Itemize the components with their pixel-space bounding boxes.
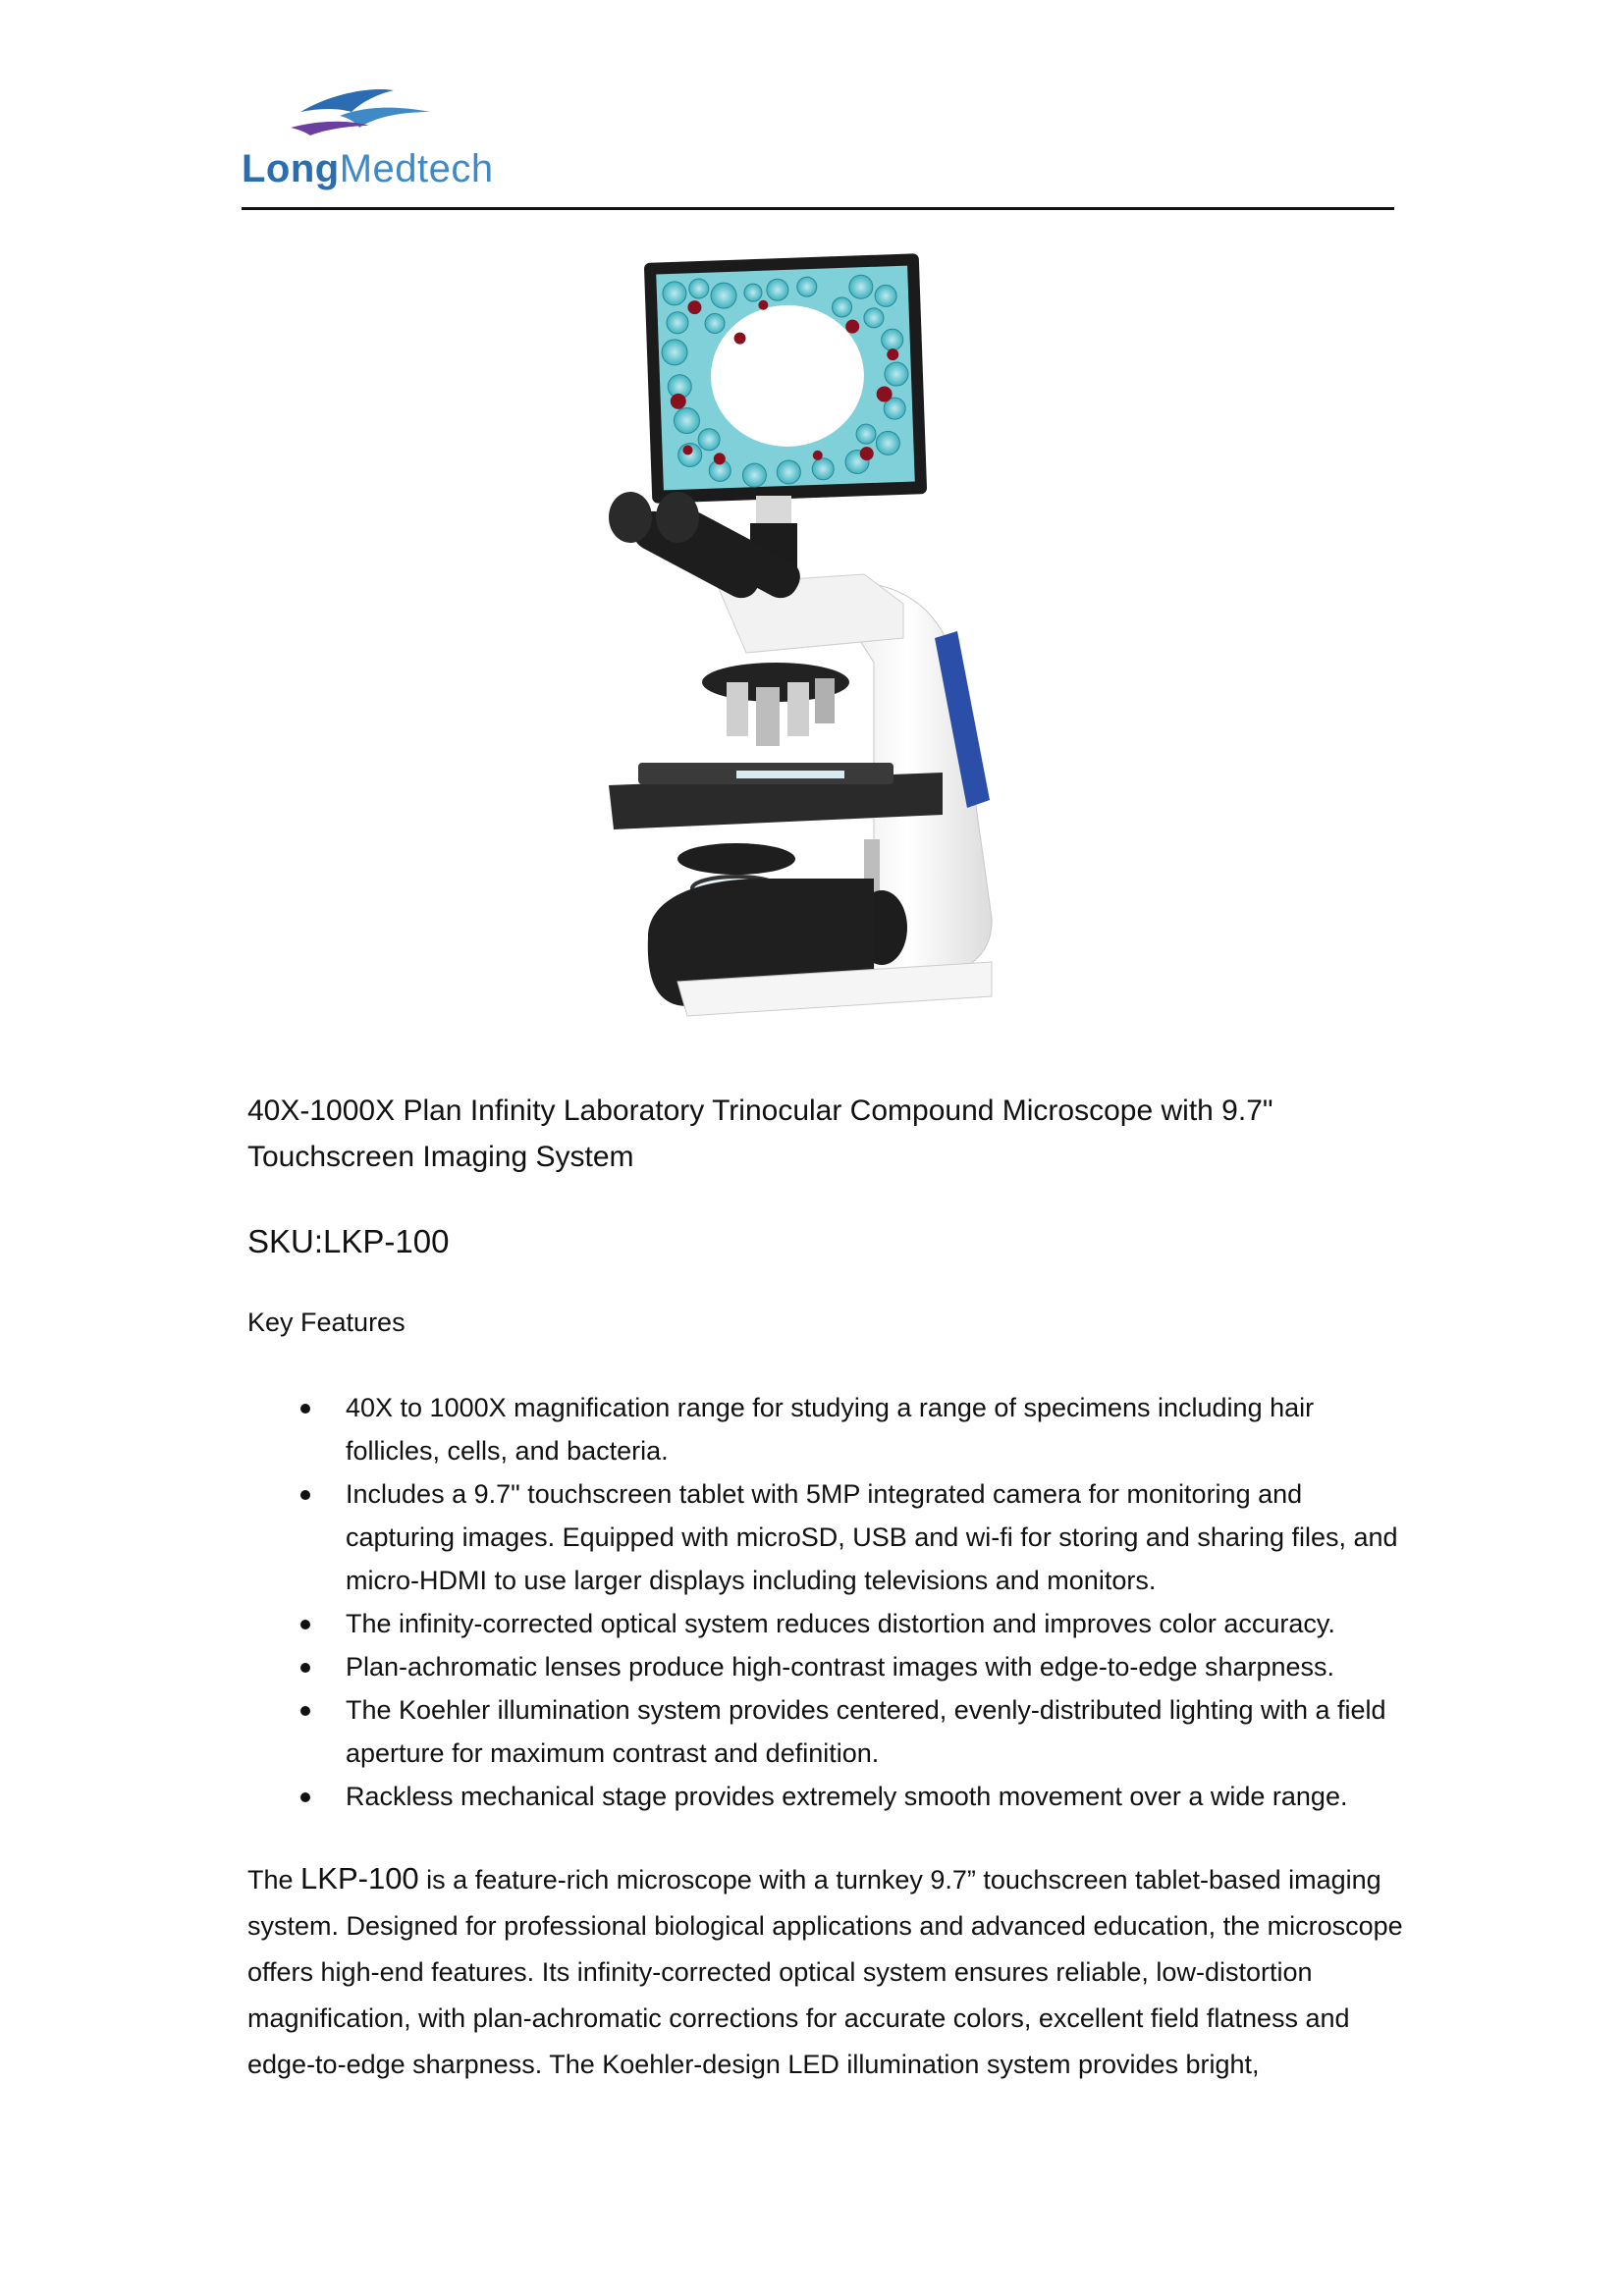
header-divider [242, 207, 1394, 210]
feature-item: The infinity-corrected optical system reduces distortion and improves color accuracy. [346, 1602, 1406, 1645]
feature-item: 40X to 1000X magnification range for studying a range of specimens including hair follicles, cells, and bacteria. [346, 1386, 1406, 1472]
bird-wing-icon [291, 82, 438, 141]
description-sku: LKP-100 [300, 1861, 419, 1896]
brand-logo [242, 82, 497, 190]
product-image [569, 250, 1060, 1036]
feature-item: The Koehler illumination system provides centered, evenly-distributed lighting with a field aperture for maximum contrast and definition. [346, 1688, 1406, 1775]
brand-name [242, 147, 494, 191]
feature-item: Plan-achromatic lenses produce high-contrast images with edge-to-edge sharpness. [346, 1645, 1406, 1688]
feature-item: Includes a 9.7" touchscreen tablet with 5MP integrated camera for monitoring and capturing images. Equipped with microSD, USB and wi-fi for storing and sharing files, and micro-HDMI to use larger displays including televisions and monitors. [346, 1472, 1406, 1602]
description-prefix: The [247, 1865, 301, 1895]
feature-list [346, 1386, 1406, 1818]
brand-name-bold: Long [242, 147, 340, 190]
brand-name-light: Medtech [339, 147, 494, 190]
product-description [247, 1855, 1406, 2088]
key-features-heading: Key Features [247, 1308, 406, 1337]
feature-item: Rackless mechanical stage provides extremely smooth movement over a wide range. [346, 1775, 1406, 1818]
product-sku: SKU:LKP-100 [247, 1223, 450, 1259]
description-text: is a feature-rich microscope with a turnkey 9.7” touchscreen tablet-based imaging system. Designed for professional biological applications and advanced education, the microscope offers high-end features. Its infinity-corrected optical system ensures reliable, low-distortion magnification, with plan-achromatic corrections for accurate colors, excellent field flatness and edge-to-edge sharpness. The Koehler-design LED illumination system provides bright, [247, 1865, 1403, 2079]
product-title: 40X-1000X Plan Infinity Laboratory Trinocular Compound Microscope with 9.7" Touchscreen Imaging System [247, 1095, 1273, 1173]
microscope-with-tablet-image [569, 250, 1060, 1036]
